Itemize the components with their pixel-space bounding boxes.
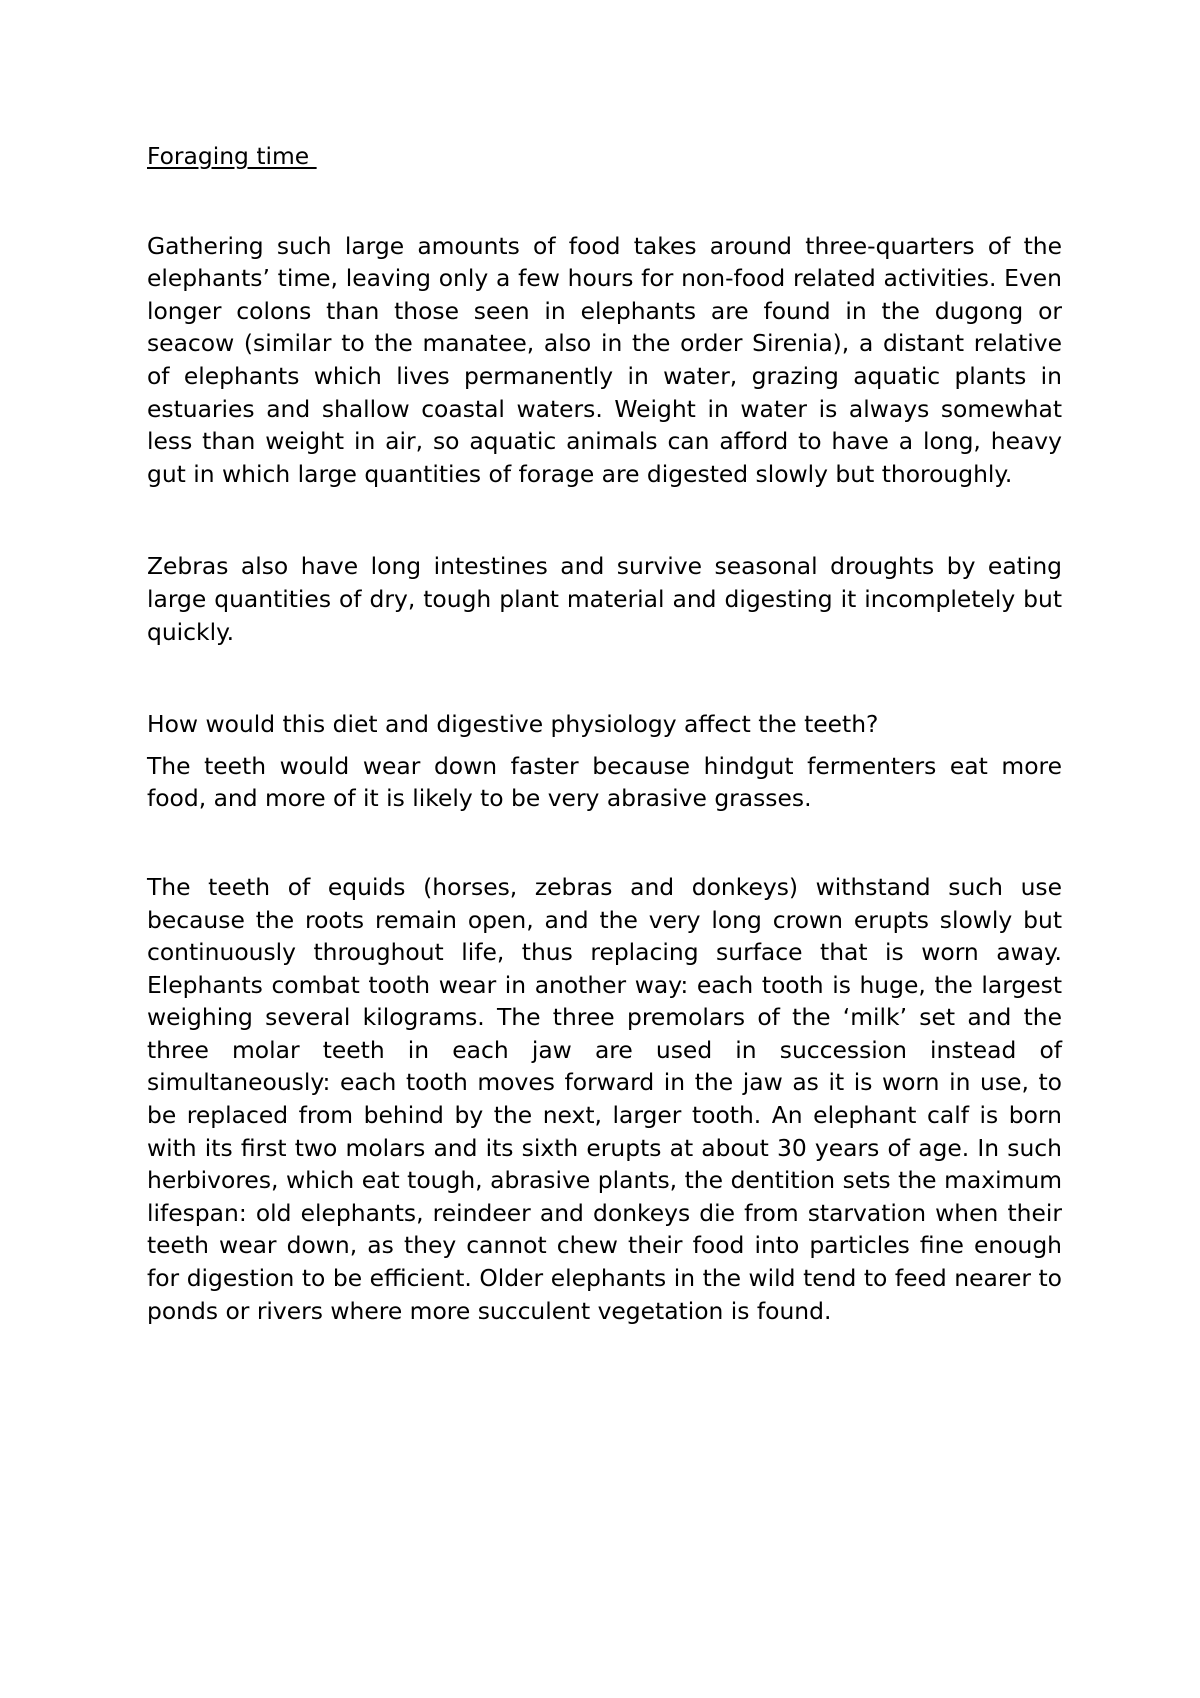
section-heading: Foraging time: [147, 142, 317, 170]
paragraph-foraging-time: Gathering such large amounts of food takes around three-quarters of the elephants’ time, leaving only a few hours for non-food related activities. Even longer colons than those seen in elephants are found in the dugong or seacow (similar to the manatee, also in the order Sirenia), a distant relative of elephants which lives permanently in water, grazing aquatic plants in estuaries and shallow coastal waters. Weight in water is always somewhat less than weight in air, so aquatic animals can afford to have a long, heavy gut in which large quantities of forage are digested slowly but thoroughly.: [147, 231, 1062, 488]
paragraph-zebras: Zebras also have long intestines and survive seasonal droughts by eating large quantities of dry, tough plant material and digesting it incompletely but quickly.: [147, 552, 1062, 646]
answer-teeth: The teeth would wear down faster because hindgut fermenters eat more food, and more of it is likely to be very abrasive grasses.: [147, 751, 1062, 813]
document-body: [147, 140, 1062, 1327]
question-teeth: How would this diet and digestive physiology affect the teeth?: [147, 710, 879, 739]
paragraph-equids-elephants: The teeth of equids (horses, zebras and donkeys) withstand such use because the roots remain open, and the very long crown erupts slowly but continuously throughout life, thus replacing surface that is worn away. Elephants combat tooth wear in another way: each tooth is huge, the largest weighing several kilograms. The three premolars of the ‘milk’ set and the three molar teeth in each jaw are used in succession instead of simultaneously: each tooth moves forward in the jaw as it is worn in use, to be replaced from behind by the next, larger tooth. An elephant calf is born with its first two molars and its sixth erupts at about 30 years of age. In such herbivores, which eat tough, abrasive plants, the dentition sets the maximum lifespan: old elephants, reindeer and donkeys die from starvation when their teeth wear down, as they cannot chew their food into particles fine enough for digestion to be efficient. Older elephants in the wild tend to feed nearer to ponds or rivers where more succulent vegetation is found.: [147, 872, 1062, 1325]
